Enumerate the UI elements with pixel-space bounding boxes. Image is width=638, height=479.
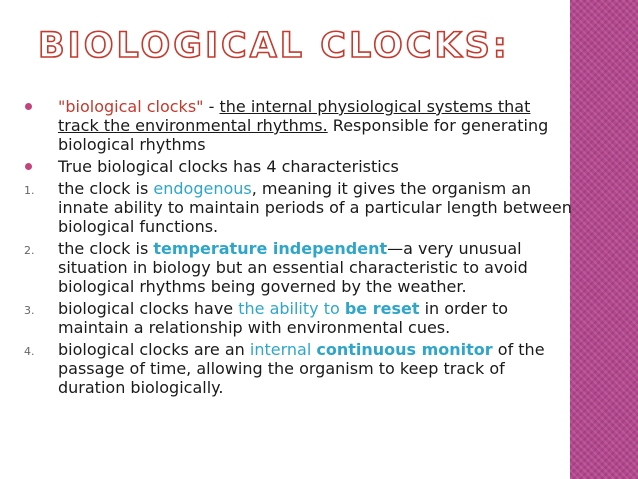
characteristic-text: —a very unusual situation in biology but an essential characteristic to avoid biological rhythms being governed by the weather.: [58, 239, 528, 296]
characteristic-4: [24, 340, 572, 397]
characteristic-text: biological clocks are an: [58, 340, 250, 359]
characteristic-1: [24, 179, 572, 236]
characteristic-text: in order to maintain a relationship with environmental cues.: [58, 299, 509, 337]
bullet-dot-icon: [25, 163, 32, 170]
highlight-temperature-independent: temperature independent: [153, 239, 388, 258]
slide-body: [24, 97, 572, 400]
highlight-be-reset: be reset: [344, 299, 420, 318]
characteristic-text: the clock is: [58, 179, 154, 198]
bullet-dot-icon: [25, 103, 32, 110]
highlight-endogenous: endogenous: [153, 179, 252, 198]
intro-text: True biological clocks has 4 characteristics: [58, 157, 399, 176]
characteristic-number: 4.: [24, 345, 35, 358]
characteristic-text: of the passage of time, allowing the organism to keep track of duration biologically.: [58, 340, 545, 397]
characteristic-2: [24, 239, 572, 296]
characteristic-number: 3.: [24, 304, 35, 317]
bullet-item-intro: [24, 157, 572, 176]
definition-quote: "biological clocks": [58, 97, 204, 116]
characteristic-number: 1.: [24, 184, 35, 197]
characteristic-text: biological clocks have: [58, 299, 239, 318]
characteristic-3: [24, 299, 572, 337]
highlight-continuous-monitor: continuous monitor: [316, 340, 493, 359]
characteristic-text: , meaning it gives the organism an innate ability to maintain periods of a particular length between biological functions.: [58, 179, 572, 236]
definition-rest: Responsible for generating biological rhythms: [58, 116, 549, 154]
characteristic-number: 2.: [24, 244, 35, 257]
decorative-side-bar: [570, 0, 638, 479]
definition-underlined: the internal physiological systems that track the environmental rhythms.: [58, 97, 531, 135]
slide-title: BIOLOGICAL CLOCKS:: [38, 26, 510, 66]
definition-dash: -: [203, 97, 220, 116]
characteristic-text: the clock is: [58, 239, 154, 258]
bullet-item-definition: [24, 97, 572, 154]
highlight-ability: the ability to: [238, 299, 345, 318]
highlight-internal: internal: [249, 340, 312, 359]
